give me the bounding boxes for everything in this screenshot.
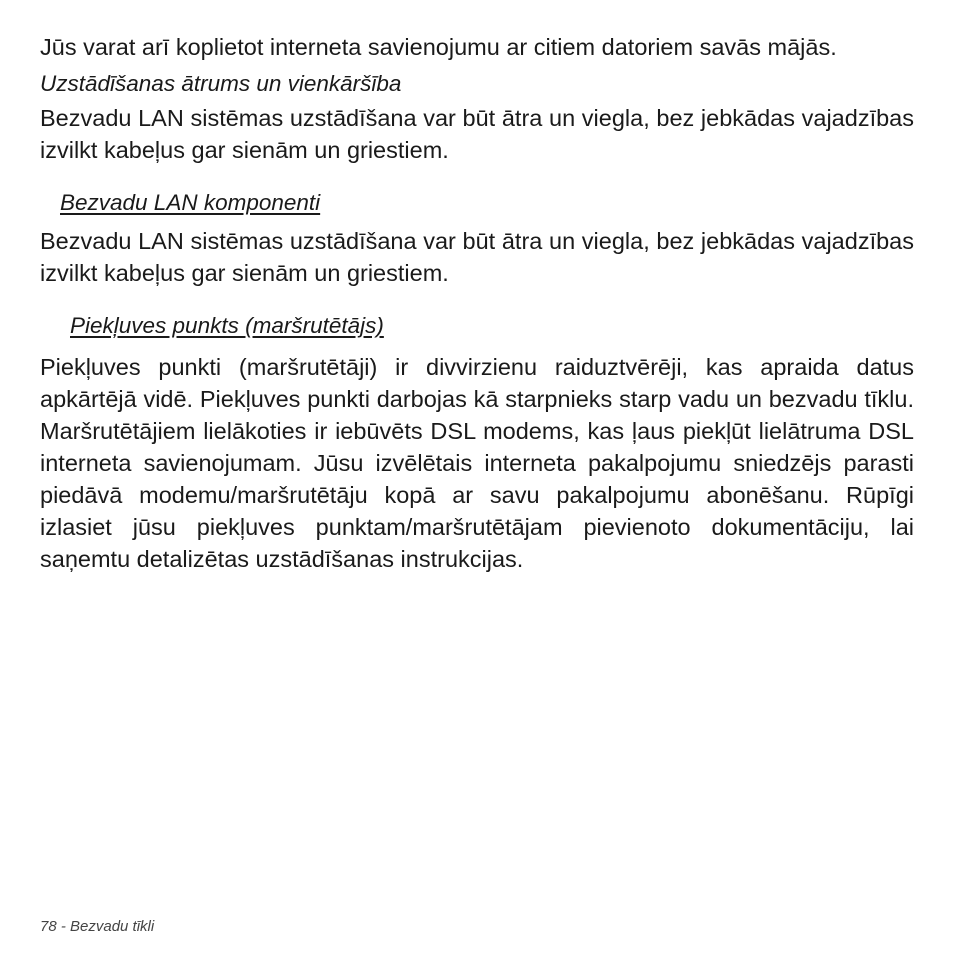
components-heading-text: Bezvadu LAN komponenti — [60, 190, 321, 215]
access-point-heading-text: Piekļuves punkts (maršrutētājs) — [70, 313, 384, 338]
setup-speed-subheading: Uzstādīšanas ātrums un vienkāršība — [40, 71, 402, 96]
setup-speed-paragraph: Bezvadu LAN sistēmas uzstādīšana var būt ātra un viegla, bez jebkādas vajadzības izvilkt kabeļus gar sienām un griestiem. — [40, 105, 914, 163]
intro-paragraph: Jūs varat arī koplietot interneta savienojumu ar citiem datoriem savās mājās. — [40, 34, 837, 60]
page-content — [40, 31, 914, 575]
access-point-heading — [40, 311, 914, 341]
components-heading — [40, 188, 914, 218]
page-footer: 78 - Bezvadu tīkli — [40, 918, 155, 935]
access-point-paragraph: Piekļuves punkti (maršrutētāji) ir divvirzienu raiduztvērēji, kas apraida datus apkārtējā vidē. Piekļuves punkti darbojas kā starpnieks starp vadu un bezvadu tīklu. Maršrutētājiem lielākoties ir iebūvēts DSL modems, kas ļaus piekļūt lielātruma DSL interneta savienojumam. Jūsu izvēlētais interneta pakalpojumu sniedzējs parasti piedāvā modemu/maršrutētāju kopā ar savu pakalpojumu abonēšanu. Rūpīgi izlasiet jūsu piekļuves punktam/maršrutētājam pievienoto dokumentāciju, lai saņemtu detalizētas uzstādīšanas instrukcijas. — [40, 354, 914, 572]
components-paragraph: Bezvadu LAN sistēmas uzstādīšana var būt ātra un viegla, bez jebkādas vajadzības izvilkt kabeļus gar sienām un griestiem. — [40, 228, 914, 286]
